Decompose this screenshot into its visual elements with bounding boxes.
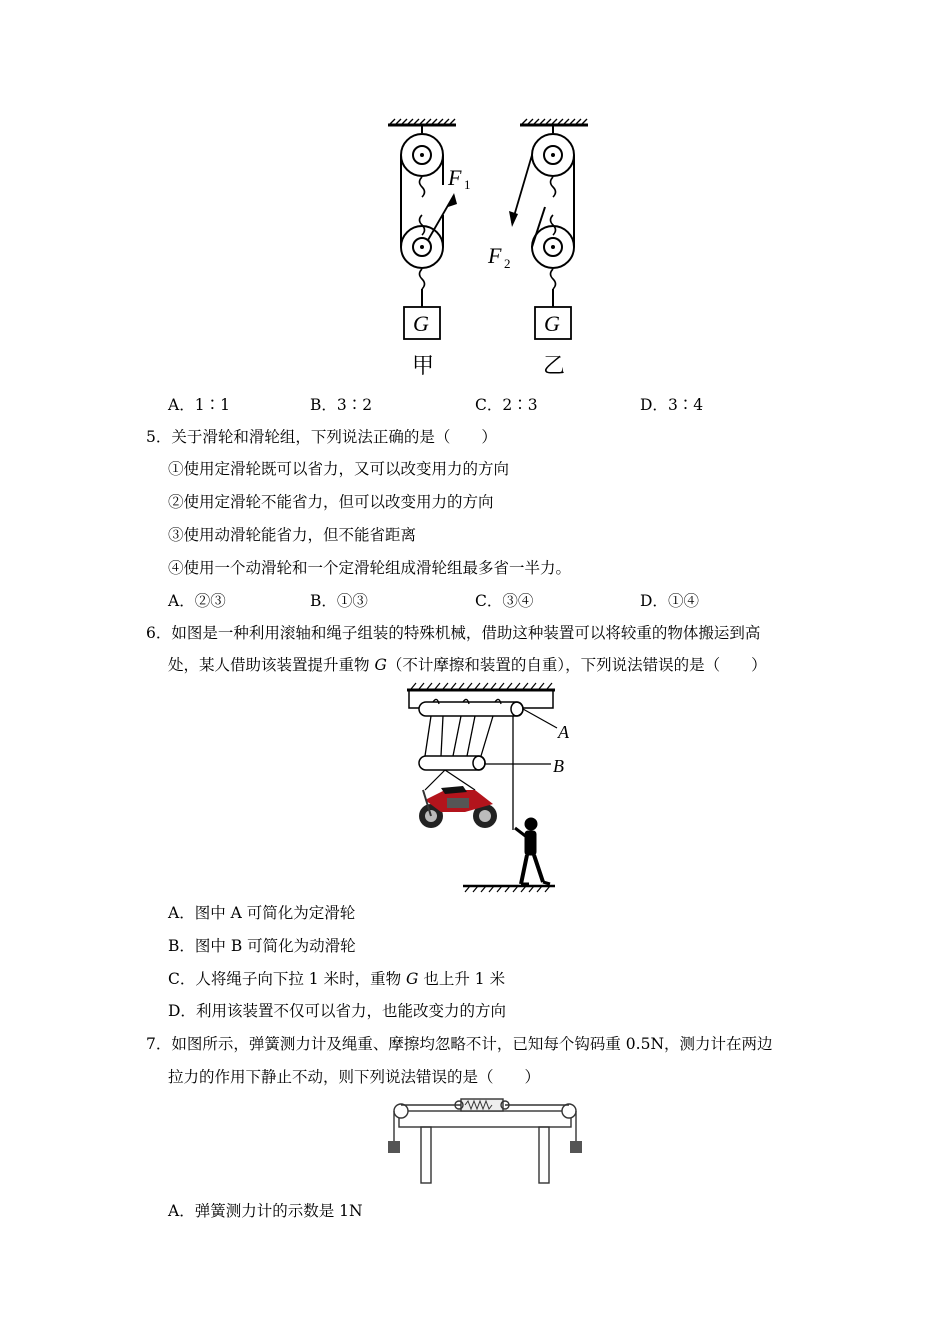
weight-left-label: G: [413, 311, 429, 336]
motorcycle-icon: [419, 786, 497, 828]
q6-roller-figure: [405, 680, 605, 895]
q5-statement-3: ③使用动滑轮能省力，但不能省距离: [168, 526, 417, 544]
q4-option-d[interactable]: D．3∶4: [640, 396, 704, 414]
q5-option-d[interactable]: D．①④: [640, 592, 699, 610]
q4-pulley-figure: [380, 115, 610, 385]
person-icon: [515, 818, 550, 884]
figure-label-jia: 甲: [412, 353, 435, 378]
weight-right-label: G: [544, 311, 560, 336]
q5-option-b[interactable]: B．①③: [310, 592, 368, 610]
q4-option-c[interactable]: C．2∶3: [475, 396, 538, 414]
q7-stem-line1: 7．如图所示，弹簧测力计及绳重、摩擦均忽略不计，已知每个钩码重 0.5N，测力计在两边: [146, 1035, 773, 1053]
svg-text:1: 1: [464, 177, 471, 192]
left-hook-weight: [388, 1141, 400, 1153]
q6-stem-line2: 处，某人借助该装置提升重物 G（不计摩擦和装置的自重），下列说法错误的是（ ）: [168, 656, 767, 674]
q6-stem-line1: 6．如图是一种利用滚轴和绳子组装的特殊机械，借助这种装置可以将较重的物体搬运到高: [146, 624, 761, 642]
roller-b-label: B: [553, 756, 564, 776]
q5-option-a[interactable]: A．②③: [168, 592, 226, 610]
q5-statement-1: ①使用定滑轮既可以省力，又可以改变用力的方向: [168, 460, 510, 478]
q6-option-b[interactable]: B．图中 B 可简化为动滑轮: [168, 937, 356, 955]
svg-text:2: 2: [504, 256, 511, 271]
q7-stem-line2: 拉力的作用下静止不动，则下列说法错误的是（ ）: [168, 1068, 541, 1086]
q5-statement-4: ④使用一个动滑轮和一个定滑轮组成滑轮组最多省一半力。: [168, 559, 572, 577]
force-f2-label: [487, 243, 511, 271]
q6-option-d[interactable]: D．利用该装置不仅可以省力，也能改变力的方向: [168, 1002, 506, 1020]
svg-text:F: F: [488, 243, 502, 268]
q5-option-c[interactable]: C．③④: [475, 592, 534, 610]
q7-option-a[interactable]: A．弹簧测力计的示数是 1N: [168, 1202, 363, 1220]
q5-stem: 5．关于滑轮和滑轮组，下列说法正确的是（ ）: [146, 428, 497, 446]
figure-label-yi: 乙: [543, 353, 566, 378]
q7-spring-scale-figure: [385, 1095, 585, 1187]
q5-statement-2: ②使用定滑轮不能省力，但可以改变用力的方向: [168, 493, 494, 511]
q4-option-b[interactable]: B．3∶2: [310, 396, 373, 414]
svg-text:F: F: [448, 165, 462, 190]
q6-option-c[interactable]: C．人将绳子向下拉 1 米时，重物 G 也上升 1 米: [168, 970, 506, 988]
right-hook-weight: [570, 1141, 582, 1153]
force-f1-label: [447, 165, 471, 192]
roller-a-label: A: [558, 722, 569, 742]
q6-option-a[interactable]: A．图中 A 可简化为定滑轮: [168, 904, 356, 922]
q4-option-a[interactable]: A．1∶1: [168, 396, 230, 414]
